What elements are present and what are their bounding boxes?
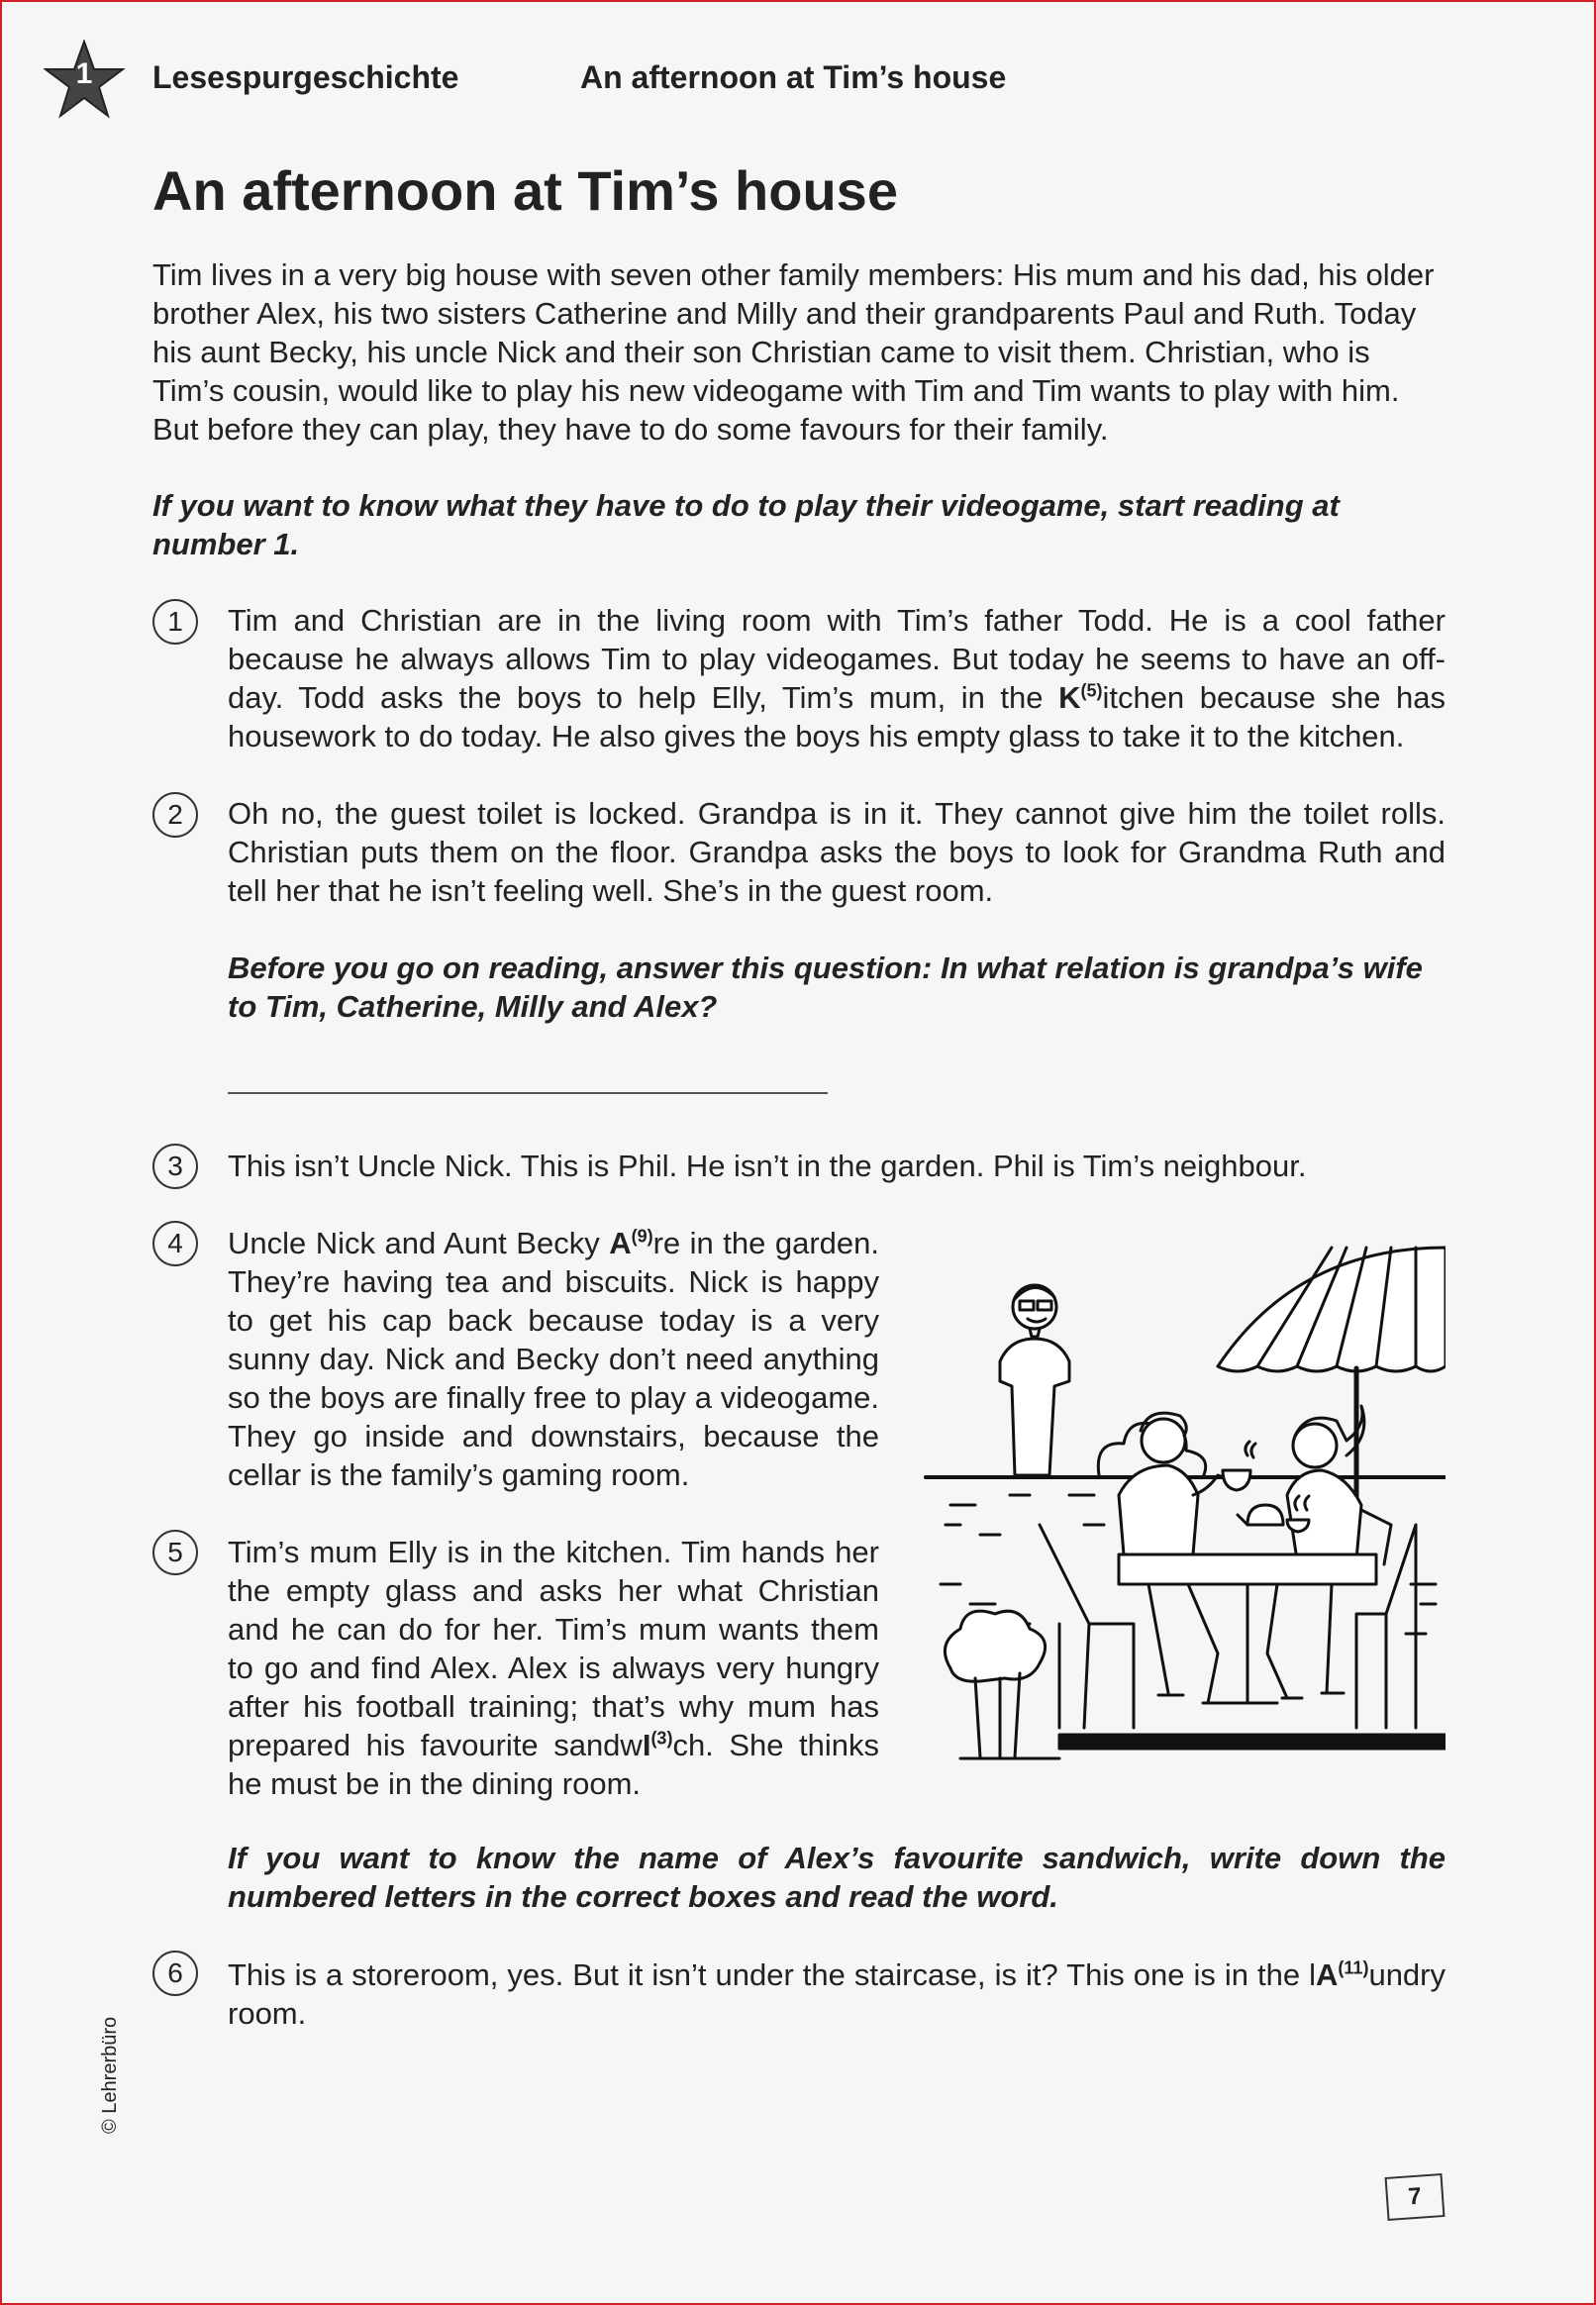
item-number-5: 5 — [152, 1530, 198, 1575]
code-index-3: (3) — [650, 1728, 673, 1749]
item-1-text-before: Tim and Christian are in the living room with Tim’s father Todd. He is a cool father because he always allows Tim to play videogames. But today he seems to have an off-day. Todd asks the boys to help Elly, Tim’s mum, in the — [228, 603, 1446, 715]
page-number: 7 — [1385, 2173, 1446, 2221]
code-letter-5: K — [1058, 680, 1081, 715]
story-item-1 — [228, 601, 1446, 755]
story-item-6 — [228, 1955, 1446, 2033]
item-5-text-after: ch. She thinks he must be in the dining room. — [228, 1728, 879, 1801]
item-number-3: 3 — [152, 1144, 198, 1189]
answer-line[interactable] — [228, 1092, 828, 1094]
item-number-6: 6 — [152, 1951, 198, 1996]
sandwich-instruction: If you want to know the name of Alex’s favourite sandwich, write down the numbered letters in the correct boxes and read the word. — [228, 1841, 1446, 1914]
star-badge — [44, 40, 125, 119]
garden-tea-illustration — [921, 1228, 1446, 1762]
intro-paragraph: Tim lives in a very big house with seven other family members: His mum and his dad, his older brother Alex, his two sisters Catherine and Milly and their grandparents Paul and Ruth. Today his aunt Becky, his uncle Nick and their son Christian came to visit them. Christian, who is Tim’s cousin, would like to play his new videogame with Tim and Tim wants to play with him. But before they can play, they have to do some favours for their family. — [152, 257, 1435, 447]
code-index-5: (5) — [1080, 680, 1103, 701]
item-6-text-after: undry room. — [228, 1957, 1446, 2031]
copyright-notice: © Lehrerbüro — [99, 2016, 121, 2134]
story-item-4 — [228, 1224, 879, 1494]
code-index-9: (9) — [631, 1226, 653, 1247]
story-item-2: Oh no, the guest toilet is locked. Grandpa is in it. They cannot give him the toilet rolls. Christian puts them on the floor. Grandpa asks the boys to look for Grandma Ruth and tell her that he isn’t feeling well. She’s in the guest room. — [228, 796, 1446, 908]
code-letter-11: A — [1316, 1957, 1339, 1992]
badge-number: 1 — [75, 57, 93, 90]
item-1-text-after: itchen because she has housework to do today. He also gives the boys his empty glass to take it to the kitchen. — [228, 680, 1446, 753]
running-title: An afternoon at Tim’s house — [580, 59, 1007, 95]
item-number-1: 1 — [152, 599, 198, 645]
start-instruction: If you want to know what they have to do to play their videogame, start reading at number 1. — [152, 488, 1340, 561]
item-5-text-before: Tim’s mum Elly is in the kitchen. Tim hands her the empty glass and asks her what Christian and he can do for her. Tim’s mum wants them to go and find Alex. Alex is always very hungry after his football training; that’s why mum has prepared his favourite sandw — [228, 1535, 879, 1762]
page-title: An afternoon at Tim’s house — [152, 159, 898, 222]
item-number-4: 4 — [152, 1221, 198, 1266]
item-4-text-after: re in the garden. They’re having tea and biscuits. Nick is happy to get his cap back because today is a very sunny day. Nick and Becky don’t need anything so the boys are finally free to play a videogame. They go inside and downstairs, because the cellar is the family’s gaming room. — [228, 1226, 880, 1492]
story-item-3: This isn’t Uncle Nick. This is Phil. He isn’t in the garden. Phil is Tim’s neighbour. — [228, 1149, 1307, 1183]
relation-question: Before you go on reading, answer this question: In what relation is grandpa’s wife to Tim, Catherine, Milly and Alex? — [228, 951, 1423, 1024]
code-letter-9: A — [609, 1226, 632, 1260]
item-number-2: 2 — [152, 792, 198, 838]
item-6-text-before: This is a storeroom, yes. But it isn’t under the staircase, is it? This one is in the l — [228, 1957, 1317, 1992]
item-4-text-before: Uncle Nick and Aunt Becky — [228, 1226, 610, 1260]
story-item-5 — [228, 1533, 879, 1803]
code-index-11: (11) — [1338, 1957, 1369, 1978]
code-letter-3: I — [642, 1728, 651, 1762]
section-label: Lesespurgeschichte — [152, 59, 459, 95]
